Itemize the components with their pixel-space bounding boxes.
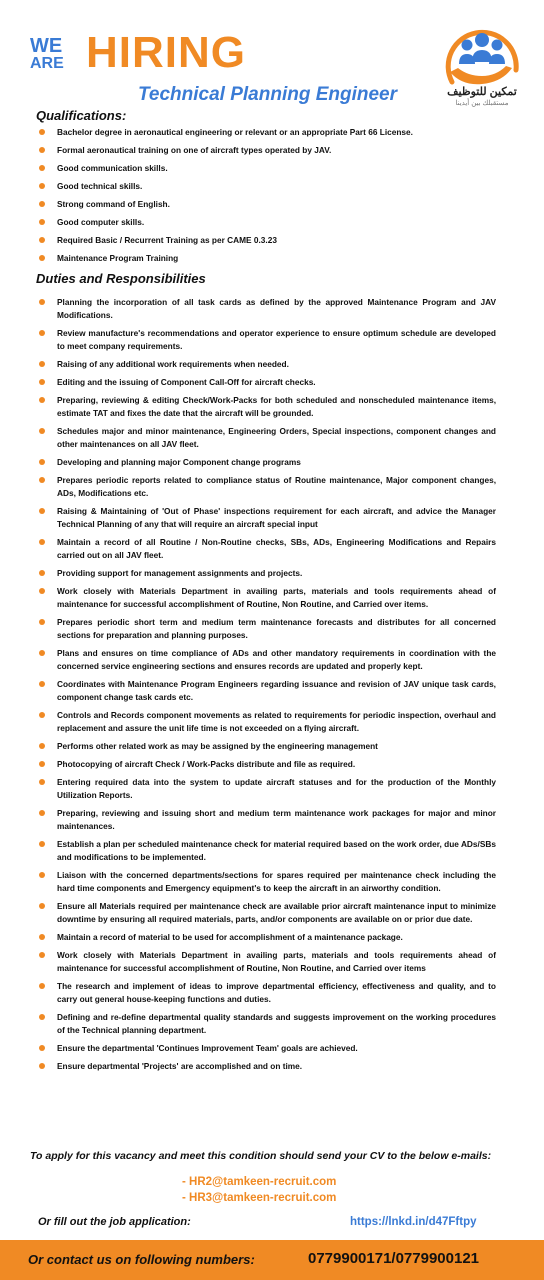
bullet-icon — [39, 201, 45, 207]
duty-item — [36, 647, 496, 673]
bullet-icon — [39, 810, 45, 816]
duty-item — [36, 505, 496, 531]
duty-item — [36, 949, 496, 975]
duty-item-text: Ensure all Materials required per maintenance check are available prior aircraft maintenance input to minimize downtime by ensuring all required materials, parts, and/or components are available on or prior due date. — [57, 901, 496, 924]
duty-item — [36, 425, 496, 451]
hiring-heading: HIRING — [86, 28, 246, 77]
logo-name: تمكين للتوظيف — [447, 86, 517, 98]
duty-item-text: Photocopying of aircraft Check / Work-Packs distribute and file as required. — [57, 759, 356, 769]
contact-phone-numbers[interactable]: 0779900171/0779900121 — [308, 1250, 480, 1267]
qualifications-title: Qualifications: — [36, 108, 127, 123]
bullet-icon — [39, 743, 45, 749]
bullet-icon — [39, 1063, 45, 1069]
duty-item-text: Ensure departmental 'Projects' are accomplished and on time. — [57, 1061, 303, 1071]
bullet-icon — [39, 952, 45, 958]
footer-bar — [0, 1240, 544, 1280]
duty-item-text: Work closely with Materials Department in availing parts, materials and tools requirements ahead of maintenance for successful accomplishment of Routine, Non Routine, and Carried over items — [57, 950, 496, 973]
bullet-icon — [39, 779, 45, 785]
bullet-icon — [39, 428, 45, 434]
duty-item-text: Entering required data into the system to update aircraft statuses and for the production of the Monthly Utilization Reports. — [57, 777, 496, 800]
duty-item — [36, 838, 496, 864]
bullet-icon — [39, 219, 45, 225]
duty-item-text: Controls and Records component movements as related to requirements for periodic inspection, overhaul and replacement and assure the unit life time is not exceeded on a flying aircraft. — [57, 710, 496, 733]
duties-list — [36, 296, 496, 1078]
duty-item-text: Editing and the issuing of Component Call-Off for aircraft checks. — [57, 377, 316, 387]
job-title: Technical Planning Engineer — [138, 84, 398, 105]
duty-item-text: Maintain a record of material to be used for accomplishment of a maintenance package. — [57, 932, 403, 942]
bullet-icon — [39, 650, 45, 656]
duty-item — [36, 394, 496, 420]
are-text: ARE — [30, 55, 64, 72]
duty-item — [36, 709, 496, 735]
duty-item — [36, 980, 496, 1006]
duty-item-text: Work closely with Materials Department in availing parts, materials and tools requirements ahead of maintenance for successful accomplishment of Routine, Non Routine, and Carried over items. — [57, 586, 496, 609]
logo-tagline: مستقبلك بين أيدينا — [455, 100, 509, 107]
duty-item — [36, 567, 496, 580]
duty-item — [36, 296, 496, 322]
qualification-item-text: Good computer skills. — [57, 217, 145, 227]
duty-item-text: Establish a plan per scheduled maintenance check for material required based on the work order, due ADs/SBs and modifications to be implemented. — [57, 839, 496, 862]
duty-item — [36, 456, 496, 469]
bullet-icon — [39, 681, 45, 687]
application-link[interactable]: https://lnkd.in/d47Fftpy — [350, 1216, 477, 1228]
duty-item — [36, 776, 496, 802]
bullet-icon — [39, 459, 45, 465]
duty-item — [36, 740, 496, 753]
bullet-icon — [39, 165, 45, 171]
duty-item-text: Performs other related work as may be assigned by the engineering management — [57, 741, 378, 751]
duty-item-text: Defining and re-define departmental quality standards and suggests improvement on the working procedures of the Technical planning department. — [57, 1012, 496, 1035]
duty-item-text: Maintain a record of all Routine / Non-Routine checks, SBs, ADs, Engineering Modifications and Repairs carried out on all JAV fleet. — [57, 537, 496, 560]
email-link-hr2[interactable]: - HR2@tamkeen-recruit.com — [182, 1176, 337, 1188]
duty-item-text: Ensure the departmental 'Continues Improvement Team' goals are achieved. — [57, 1043, 358, 1053]
duties-title: Duties and Responsibilities — [36, 271, 206, 286]
we-are-label — [30, 35, 64, 72]
bullet-icon — [39, 841, 45, 847]
duty-item-text: Preparing, reviewing and issuing short and medium term maintenance work packages for major and minor maintenances. — [57, 808, 496, 831]
qualification-item-text: Good technical skills. — [57, 181, 143, 191]
qualification-item-text: Formal aeronautical training on one of aircraft types operated by JAV. — [57, 145, 332, 155]
qualifications-list — [36, 126, 496, 270]
duty-item — [36, 807, 496, 833]
duty-item — [36, 616, 496, 642]
qualification-item — [36, 234, 496, 247]
qualification-item — [36, 180, 496, 193]
qualification-item — [36, 162, 496, 175]
bullet-icon — [39, 508, 45, 514]
duty-item — [36, 474, 496, 500]
duty-item-text: Raising of any additional work requirements when needed. — [57, 359, 289, 369]
duty-item — [36, 536, 496, 562]
duty-item-text: The research and implement of ideas to improve departmental efficiency, effectiveness and quality, and to carry out general house-keeping functions and duties. — [57, 981, 496, 1004]
duty-item — [36, 327, 496, 353]
header — [0, 0, 544, 112]
qualification-item — [36, 126, 496, 139]
duty-item-text: Plans and ensures on time compliance of ADs and other mandatory requirements in coordination with the concerned service engineering sections and ensures records are updated and properly kept. — [57, 648, 496, 671]
duty-item-text: Developing and planning major Component change programs — [57, 457, 301, 467]
duty-item — [36, 1011, 496, 1037]
qualification-item — [36, 216, 496, 229]
duty-item — [36, 358, 496, 371]
duty-item-text: Preparing, reviewing & editing Check/Work-Packs for both scheduled and nonscheduled maintenance items, estimate TAT and fixes the date that the aircraft will be grounded. — [57, 395, 496, 418]
qualification-item-text: Good communication skills. — [57, 163, 168, 173]
bullet-icon — [39, 299, 45, 305]
we-text: WE — [30, 35, 63, 57]
contact-label: Or contact us on following numbers: — [28, 1252, 255, 1267]
qualification-item-text: Strong command of English. — [57, 199, 170, 209]
duty-item-text: Providing support for management assignments and projects. — [57, 568, 303, 578]
duty-item-text: Prepares periodic short term and medium term maintenance forecasts and distributes for all concerned sections for preparation and planning purposes. — [57, 617, 496, 640]
duty-item — [36, 585, 496, 611]
bullet-icon — [39, 361, 45, 367]
duty-item — [36, 376, 496, 389]
bullet-icon — [39, 761, 45, 767]
bullet-icon — [39, 1045, 45, 1051]
duty-item — [36, 869, 496, 895]
duty-item — [36, 1060, 496, 1073]
application-label: Or fill out the job application: — [38, 1216, 191, 1228]
bullet-icon — [39, 477, 45, 483]
qualification-item — [36, 144, 496, 157]
duty-item-text: Raising & Maintaining of 'Out of Phase' inspections requirement for each aircraft, and advice the Manager Technical Planning of any that will require an aircraft special input — [57, 506, 496, 529]
duty-item — [36, 758, 496, 771]
duty-item-text: Liaison with the concerned departments/sections for spares required per maintenance check including the hard time components and Emergency equipment's to keep the aircraft in an airworthy condition. — [57, 870, 496, 893]
bullet-icon — [39, 570, 45, 576]
duty-item-text: Review manufacture's recommendations and operator experience to ensure optimum schedule are developed to meet company requirements. — [57, 328, 496, 351]
bullet-icon — [39, 539, 45, 545]
apply-instructions: To apply for this vacancy and meet this condition should send your CV to the below e-mails: — [30, 1150, 492, 1162]
bullet-icon — [39, 712, 45, 718]
bullet-icon — [39, 147, 45, 153]
bullet-icon — [39, 397, 45, 403]
qualification-item — [36, 252, 496, 265]
bullet-icon — [39, 903, 45, 909]
bullet-icon — [39, 379, 45, 385]
duty-item-text: Prepares periodic reports related to compliance status of Routine maintenance, Major component changes, ADs, Modifications etc. — [57, 475, 496, 498]
qualification-item-text: Required Basic / Recurrent Training as per CAME 0.3.23 — [57, 235, 277, 245]
duty-item — [36, 1042, 496, 1055]
bullet-icon — [39, 330, 45, 336]
qualification-item-text: Maintenance Program Training — [57, 253, 179, 263]
bullet-icon — [39, 183, 45, 189]
duty-item-text: Schedules major and minor maintenance, Engineering Orders, Special inspections, component changes and other maintenances on all JAV fleet. — [57, 426, 496, 449]
duty-item — [36, 931, 496, 944]
bullet-icon — [39, 619, 45, 625]
bullet-icon — [39, 872, 45, 878]
bullet-icon — [39, 588, 45, 594]
bullet-icon — [39, 983, 45, 989]
qualification-item-text: Bachelor degree in aeronautical engineering or relevant or an appropriate Part 66 License. — [57, 127, 413, 137]
bullet-icon — [39, 255, 45, 261]
email-link-hr3[interactable]: - HR3@tamkeen-recruit.com — [182, 1192, 337, 1204]
bullet-icon — [39, 237, 45, 243]
bullet-icon — [39, 934, 45, 940]
bullet-icon — [39, 129, 45, 135]
duty-item — [36, 678, 496, 704]
qualification-item — [36, 198, 496, 211]
bullet-icon — [39, 1014, 45, 1020]
duty-item-text: Planning the incorporation of all task cards as defined by the approved Maintenance Program and JAV Modifications. — [57, 297, 496, 320]
duty-item — [36, 900, 496, 926]
duty-item-text: Coordinates with Maintenance Program Engineers regarding issuance and revision of JAV unique task cards, component change task cards etc. — [57, 679, 496, 702]
